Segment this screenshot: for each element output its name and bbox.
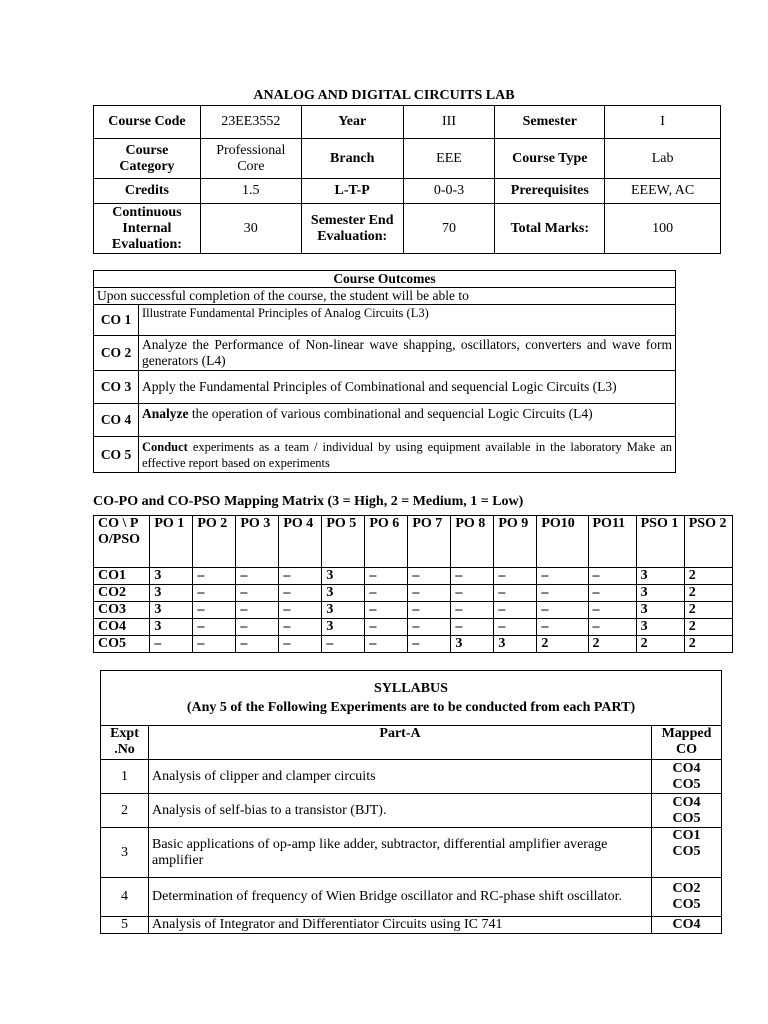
course-outcome-row bbox=[94, 305, 676, 336]
co-id: CO 5 bbox=[94, 437, 139, 473]
mapping-cell: – bbox=[279, 585, 322, 602]
col-expt-no: Expt .No bbox=[101, 726, 149, 760]
mapping-col-header: PO 1 bbox=[150, 516, 193, 568]
mapping-cell: 3 bbox=[322, 602, 365, 619]
course-outcomes-intro: Upon successful completion of the course, the student will be able to bbox=[94, 288, 676, 305]
experiment-text: Analysis of Integrator and Differentiator Circuits using IC 741 bbox=[149, 917, 652, 934]
mapping-row bbox=[94, 636, 733, 653]
mapping-cell: – bbox=[236, 602, 279, 619]
mapping-cell: 3 bbox=[636, 568, 684, 585]
mapping-matrix-title: CO-PO and CO-PSO Mapping Matrix (3 = High, 2 = Medium, 1 = Low) bbox=[93, 494, 524, 509]
see-value: 70 bbox=[403, 204, 495, 254]
mapping-cell: 3 bbox=[150, 602, 193, 619]
mapping-col-header: PO 6 bbox=[365, 516, 408, 568]
mapping-cell: 3 bbox=[150, 568, 193, 585]
mapping-cell: – bbox=[236, 636, 279, 653]
mapping-cell: – bbox=[451, 568, 494, 585]
semester-value: I bbox=[605, 106, 721, 139]
mapping-cell: – bbox=[279, 636, 322, 653]
mapping-cell: – bbox=[588, 568, 636, 585]
experiment-row bbox=[101, 760, 722, 794]
mapping-cell: – bbox=[588, 602, 636, 619]
mapping-cell: 2 bbox=[636, 636, 684, 653]
mapping-cell: – bbox=[365, 585, 408, 602]
mapping-cell: 2 bbox=[684, 585, 732, 602]
cie-label: Continuous Internal Evaluation: bbox=[94, 204, 201, 254]
mapping-col-header: PO 4 bbox=[279, 516, 322, 568]
co-text: Illustrate Fundamental Principles of Analog Circuits (L3) bbox=[139, 305, 676, 336]
course-outcome-row bbox=[94, 437, 676, 473]
mapping-col-header: PO 3 bbox=[236, 516, 279, 568]
co-text: Conduct experiments as a team / individual by using equipment available in the laboratory Make an effective report based on experiments bbox=[139, 437, 676, 473]
mapping-cell: – bbox=[408, 636, 451, 653]
mapping-cell: – bbox=[588, 619, 636, 636]
course-type-label: Course Type bbox=[495, 139, 605, 179]
total-marks-label: Total Marks: bbox=[495, 204, 605, 254]
mapping-cell: 2 bbox=[684, 636, 732, 653]
branch-label: Branch bbox=[301, 139, 403, 179]
syllabus-subheading: (Any 5 of the Following Experiments are to be conducted from each PART) bbox=[186, 700, 636, 715]
mapping-cell: – bbox=[588, 585, 636, 602]
year-label: Year bbox=[301, 106, 403, 139]
branch-value: EEE bbox=[403, 139, 495, 179]
mapping-cell: 3 bbox=[636, 585, 684, 602]
mapping-col-header: PO10 bbox=[537, 516, 588, 568]
course-outcome-row bbox=[94, 371, 676, 404]
course-category-value: Professional Core bbox=[200, 139, 301, 179]
mapping-col-header: PO 2 bbox=[193, 516, 236, 568]
mapping-cell: 2 bbox=[684, 568, 732, 585]
experiment-no: 5 bbox=[101, 917, 149, 934]
experiment-row bbox=[101, 917, 722, 934]
mapping-cell: – bbox=[236, 619, 279, 636]
experiment-no: 1 bbox=[101, 760, 149, 794]
experiment-row bbox=[101, 794, 722, 828]
experiment-mapped-co: CO4 CO5 bbox=[652, 794, 722, 828]
credits-value: 1.5 bbox=[200, 179, 301, 204]
mapping-cell: – bbox=[365, 602, 408, 619]
mapping-cell: 3 bbox=[322, 619, 365, 636]
mapping-cell: – bbox=[408, 585, 451, 602]
course-code-label: Course Code bbox=[94, 106, 201, 139]
course-category-label: Course Category bbox=[94, 139, 201, 179]
mapping-col-header: PO11 bbox=[588, 516, 636, 568]
mapping-row-co: CO3 bbox=[94, 602, 150, 619]
experiment-text: Determination of frequency of Wien Bridge oscillator and RC-phase shift oscillator. bbox=[149, 878, 652, 917]
total-marks-value: 100 bbox=[605, 204, 721, 254]
co-id: CO 2 bbox=[94, 336, 139, 371]
mapping-col-header: PO 7 bbox=[408, 516, 451, 568]
syllabus-heading: SYLLABUS bbox=[374, 681, 448, 696]
mapping-cell: – bbox=[451, 602, 494, 619]
experiment-row bbox=[101, 878, 722, 917]
course-code-value: 23EE3552 bbox=[200, 106, 301, 139]
co-po-mapping-table bbox=[93, 515, 733, 653]
mapping-cell: 3 bbox=[322, 585, 365, 602]
mapping-cell: 3 bbox=[494, 636, 537, 653]
mapping-cell: – bbox=[193, 619, 236, 636]
mapping-cell: – bbox=[408, 619, 451, 636]
mapping-row-co: CO1 bbox=[94, 568, 150, 585]
co-id: CO 1 bbox=[94, 305, 139, 336]
course-outcome-row bbox=[94, 404, 676, 437]
course-outcomes-table bbox=[93, 270, 676, 473]
mapping-col-header: PO 9 bbox=[494, 516, 537, 568]
course-outcomes-heading: Course Outcomes bbox=[94, 271, 676, 288]
mapping-cell: – bbox=[150, 636, 193, 653]
course-info-table bbox=[93, 105, 721, 254]
mapping-cell: – bbox=[193, 568, 236, 585]
mapping-row bbox=[94, 568, 733, 585]
mapping-cell: 3 bbox=[451, 636, 494, 653]
mapping-cell: 2 bbox=[588, 636, 636, 653]
mapping-row-co: CO4 bbox=[94, 619, 150, 636]
mapping-cell: – bbox=[451, 619, 494, 636]
mapping-cell: – bbox=[279, 568, 322, 585]
mapping-row bbox=[94, 619, 733, 636]
mapping-cell: 3 bbox=[150, 585, 193, 602]
mapping-col-header: PSO 1 bbox=[636, 516, 684, 568]
mapping-cell: 3 bbox=[150, 619, 193, 636]
mapping-cell: – bbox=[193, 602, 236, 619]
col-mapped-co: Mapped CO bbox=[652, 726, 722, 760]
experiment-mapped-co: CO2 CO5 bbox=[652, 878, 722, 917]
mapping-cell: – bbox=[537, 602, 588, 619]
experiment-no: 3 bbox=[101, 828, 149, 878]
mapping-cell: – bbox=[537, 619, 588, 636]
syllabus-table bbox=[100, 670, 722, 934]
mapping-row-co: CO5 bbox=[94, 636, 150, 653]
course-type-value: Lab bbox=[605, 139, 721, 179]
mapping-cell: – bbox=[236, 568, 279, 585]
ltp-value: 0-0-3 bbox=[403, 179, 495, 204]
mapping-col-header: PSO 2 bbox=[684, 516, 732, 568]
mapping-cell: – bbox=[537, 568, 588, 585]
course-outcome-row bbox=[94, 336, 676, 371]
mapping-cell: – bbox=[193, 636, 236, 653]
mapping-cell: – bbox=[494, 602, 537, 619]
mapping-cell: 3 bbox=[636, 602, 684, 619]
experiment-row bbox=[101, 828, 722, 878]
co-text: Apply the Fundamental Principles of Combinational and sequencial Logic Circuits (L3) bbox=[139, 371, 676, 404]
mapping-corner-header: CO \ PO/PSO bbox=[94, 516, 150, 568]
mapping-cell: – bbox=[494, 585, 537, 602]
mapping-cell: – bbox=[537, 585, 588, 602]
mapping-cell: – bbox=[365, 619, 408, 636]
document-title: ANALOG AND DIGITAL CIRCUITS LAB bbox=[253, 88, 515, 103]
mapping-cell: 3 bbox=[636, 619, 684, 636]
experiment-no: 2 bbox=[101, 794, 149, 828]
co-text: Analyze the operation of various combinational and sequencial Logic Circuits (L4) bbox=[139, 404, 676, 437]
see-label: Semester End Evaluation: bbox=[301, 204, 403, 254]
mapping-cell: – bbox=[408, 568, 451, 585]
mapping-cell: 2 bbox=[537, 636, 588, 653]
mapping-cell: – bbox=[322, 636, 365, 653]
mapping-cell: – bbox=[365, 568, 408, 585]
co-id: CO 3 bbox=[94, 371, 139, 404]
mapping-cell: – bbox=[193, 585, 236, 602]
prerequisites-value: EEEW, AC bbox=[605, 179, 721, 204]
mapping-cell: – bbox=[408, 602, 451, 619]
mapping-col-header: PO 5 bbox=[322, 516, 365, 568]
mapping-row bbox=[94, 602, 733, 619]
experiment-mapped-co: CO1 CO5 bbox=[652, 828, 722, 878]
credits-label: Credits bbox=[94, 179, 201, 204]
experiment-text: Analysis of self-bias to a transistor (BJT). bbox=[149, 794, 652, 828]
cie-value: 30 bbox=[200, 204, 301, 254]
mapping-col-header: PO 8 bbox=[451, 516, 494, 568]
experiment-text: Analysis of clipper and clamper circuits bbox=[149, 760, 652, 794]
prerequisites-label: Prerequisites bbox=[495, 179, 605, 204]
mapping-cell: 2 bbox=[684, 619, 732, 636]
semester-label: Semester bbox=[495, 106, 605, 139]
mapping-cell: – bbox=[494, 619, 537, 636]
mapping-header-row bbox=[94, 516, 733, 568]
co-id: CO 4 bbox=[94, 404, 139, 437]
experiment-no: 4 bbox=[101, 878, 149, 917]
mapping-row-co: CO2 bbox=[94, 585, 150, 602]
mapping-cell: – bbox=[494, 568, 537, 585]
co-text: Analyze the Performance of Non-linear wave shapping, oscillators, converters and wave form generators (L4) bbox=[139, 336, 676, 371]
col-part-a: Part-A bbox=[149, 726, 652, 760]
experiment-text: Basic applications of op-amp like adder, subtractor, differential amplifier average amplifier bbox=[149, 828, 652, 878]
mapping-cell: 3 bbox=[322, 568, 365, 585]
year-value: III bbox=[403, 106, 495, 139]
experiment-mapped-co: CO4 CO5 bbox=[652, 760, 722, 794]
experiment-mapped-co: CO4 bbox=[652, 917, 722, 934]
mapping-cell: – bbox=[365, 636, 408, 653]
mapping-cell: – bbox=[279, 602, 322, 619]
mapping-cell: – bbox=[279, 619, 322, 636]
mapping-row bbox=[94, 585, 733, 602]
mapping-cell: – bbox=[236, 585, 279, 602]
mapping-cell: 2 bbox=[684, 602, 732, 619]
mapping-cell: – bbox=[451, 585, 494, 602]
ltp-label: L-T-P bbox=[301, 179, 403, 204]
syllabus-heading-cell bbox=[101, 671, 722, 726]
